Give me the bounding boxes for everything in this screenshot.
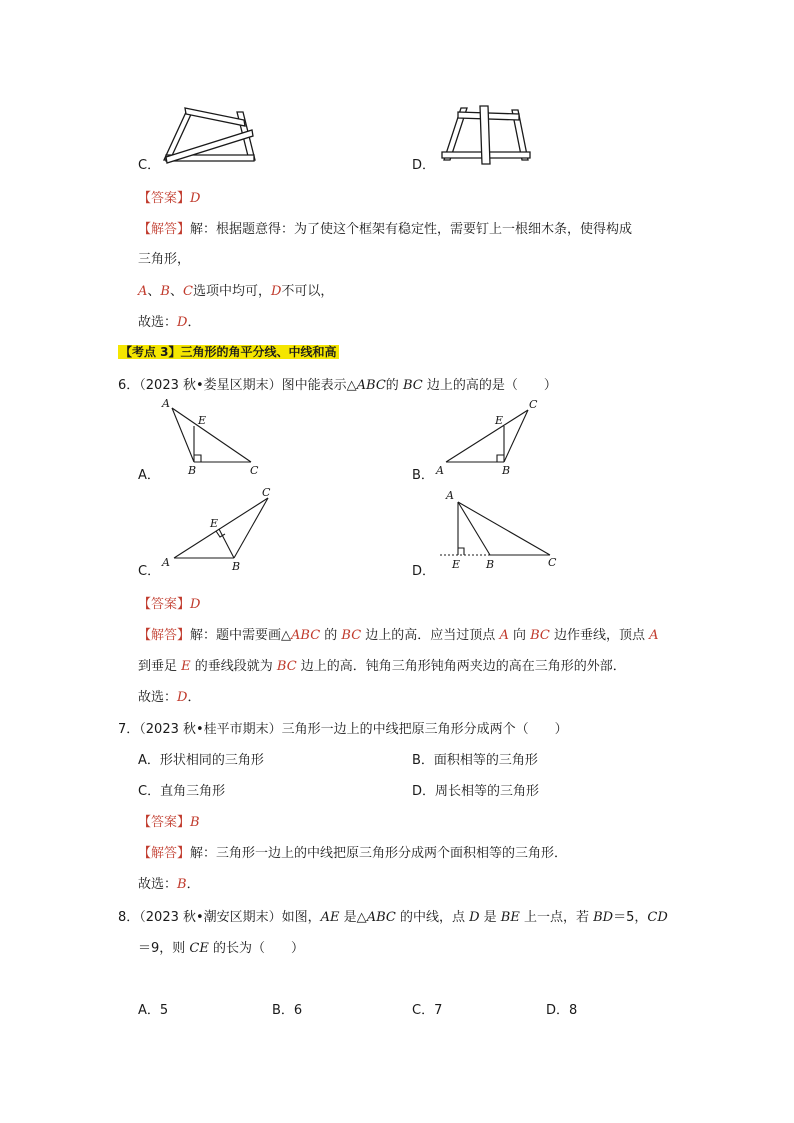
q6-a-label-B: B [188,464,197,477]
q6-d-label-A: A [446,489,454,502]
q8-option-b: B．6 [272,1003,303,1018]
q6-a-label-C: C [250,464,259,477]
q5-option-d-frame-figure [434,100,534,170]
q8-stem-line-2: ＝9，则 CE 的长为（ ） [138,941,304,956]
q6-option-b-label: B． [412,468,434,483]
q6-option-a-figure [158,396,268,476]
q6-a-label-E: E [198,414,207,427]
section-heading: 【考点 3】三角形的角平分线、中线和高 [120,345,337,359]
q6-stem: 6．（2023 秋•娄星区期末）图中能表示△ABC的 BC 边上的高的是（ ） [118,378,557,393]
q6-option-a-label: A． [138,468,160,483]
q8-option-a: A．5 [138,1003,169,1018]
q7-stem: 7．（2023 秋•桂平市期末）三角形一边上的中线把原三角形分成两个（ ） [118,722,568,737]
q8-option-d: D．8 [546,1003,578,1018]
q6-option-d-figure [432,484,572,574]
q6-analysis-line-2: 到垂足 E 的垂线段就为 BC 边上的高．钝角三角形钝角两夹边的高在三角形的外部． [138,659,626,674]
q5-option-d-label: D． [412,158,436,173]
q6-c-label-A: A [162,556,170,569]
q7-option-c: C．直角三角形 [138,784,226,799]
q6-c-label-B: B [232,560,241,573]
q7-analysis: 【解答】解：三角形一边上的中线把原三角形分成两个面积相等的三角形． [138,846,568,861]
q6-option-c-figure [158,484,288,574]
q5-option-c-frame-figure [160,100,270,170]
q7-option-a: A．形状相同的三角形 [138,753,264,768]
q6-b-label-C: C [529,398,538,411]
q6-d-label-E: E [452,558,461,571]
q5-analysis-line-1: 【解答】解：根据题意得：为了使这个框架有稳定性，需要钉上一根细木条，使得构成 [138,222,633,237]
q5-analysis-line-3: A、B、C选项中均可，D不可以， [138,284,334,299]
q6-d-label-B: B [486,558,495,571]
q6-b-label-B: B [502,464,511,477]
q7-answer: 【答案】B [138,815,200,830]
q7-option-d: D．周长相等的三角形 [412,784,540,799]
q6-d-label-C: C [548,556,557,569]
q5-answer: 【答案】D [138,191,201,206]
q5-analysis-line-2: 三角形， [138,252,191,267]
q6-option-d-label: D． [412,564,436,579]
q8-option-c: C．7 [412,1003,443,1018]
q6-answer: 【答案】D [138,597,201,612]
q6-choose: 故选：D． [138,690,201,705]
q6-c-label-E: E [210,517,219,530]
q8-stem-line-1: 8．（2023 秋•潮安区期末）如图，AE 是△ABC 的中线，点 D 是 BE 上一点，若 BD＝5，CD [118,910,668,925]
q7-option-b: B．面积相等的三角形 [412,753,538,768]
q6-b-label-A: A [436,464,444,477]
q6-option-c-label: C． [138,564,161,579]
q7-choose: 故选：B． [138,877,200,892]
q5-option-c-label: C． [138,158,161,173]
q6-option-b-figure [432,396,542,476]
q6-b-label-E: E [495,414,504,427]
q6-analysis-line-1: 【解答】解：题中需要画△ABC 的 BC 边上的高．应当过顶点 A 向 BC 边作垂线，顶点 A [138,628,659,643]
q5-choose: 故选：D． [138,315,201,330]
q6-c-label-C: C [262,486,271,499]
q6-a-label-A: A [162,397,170,410]
